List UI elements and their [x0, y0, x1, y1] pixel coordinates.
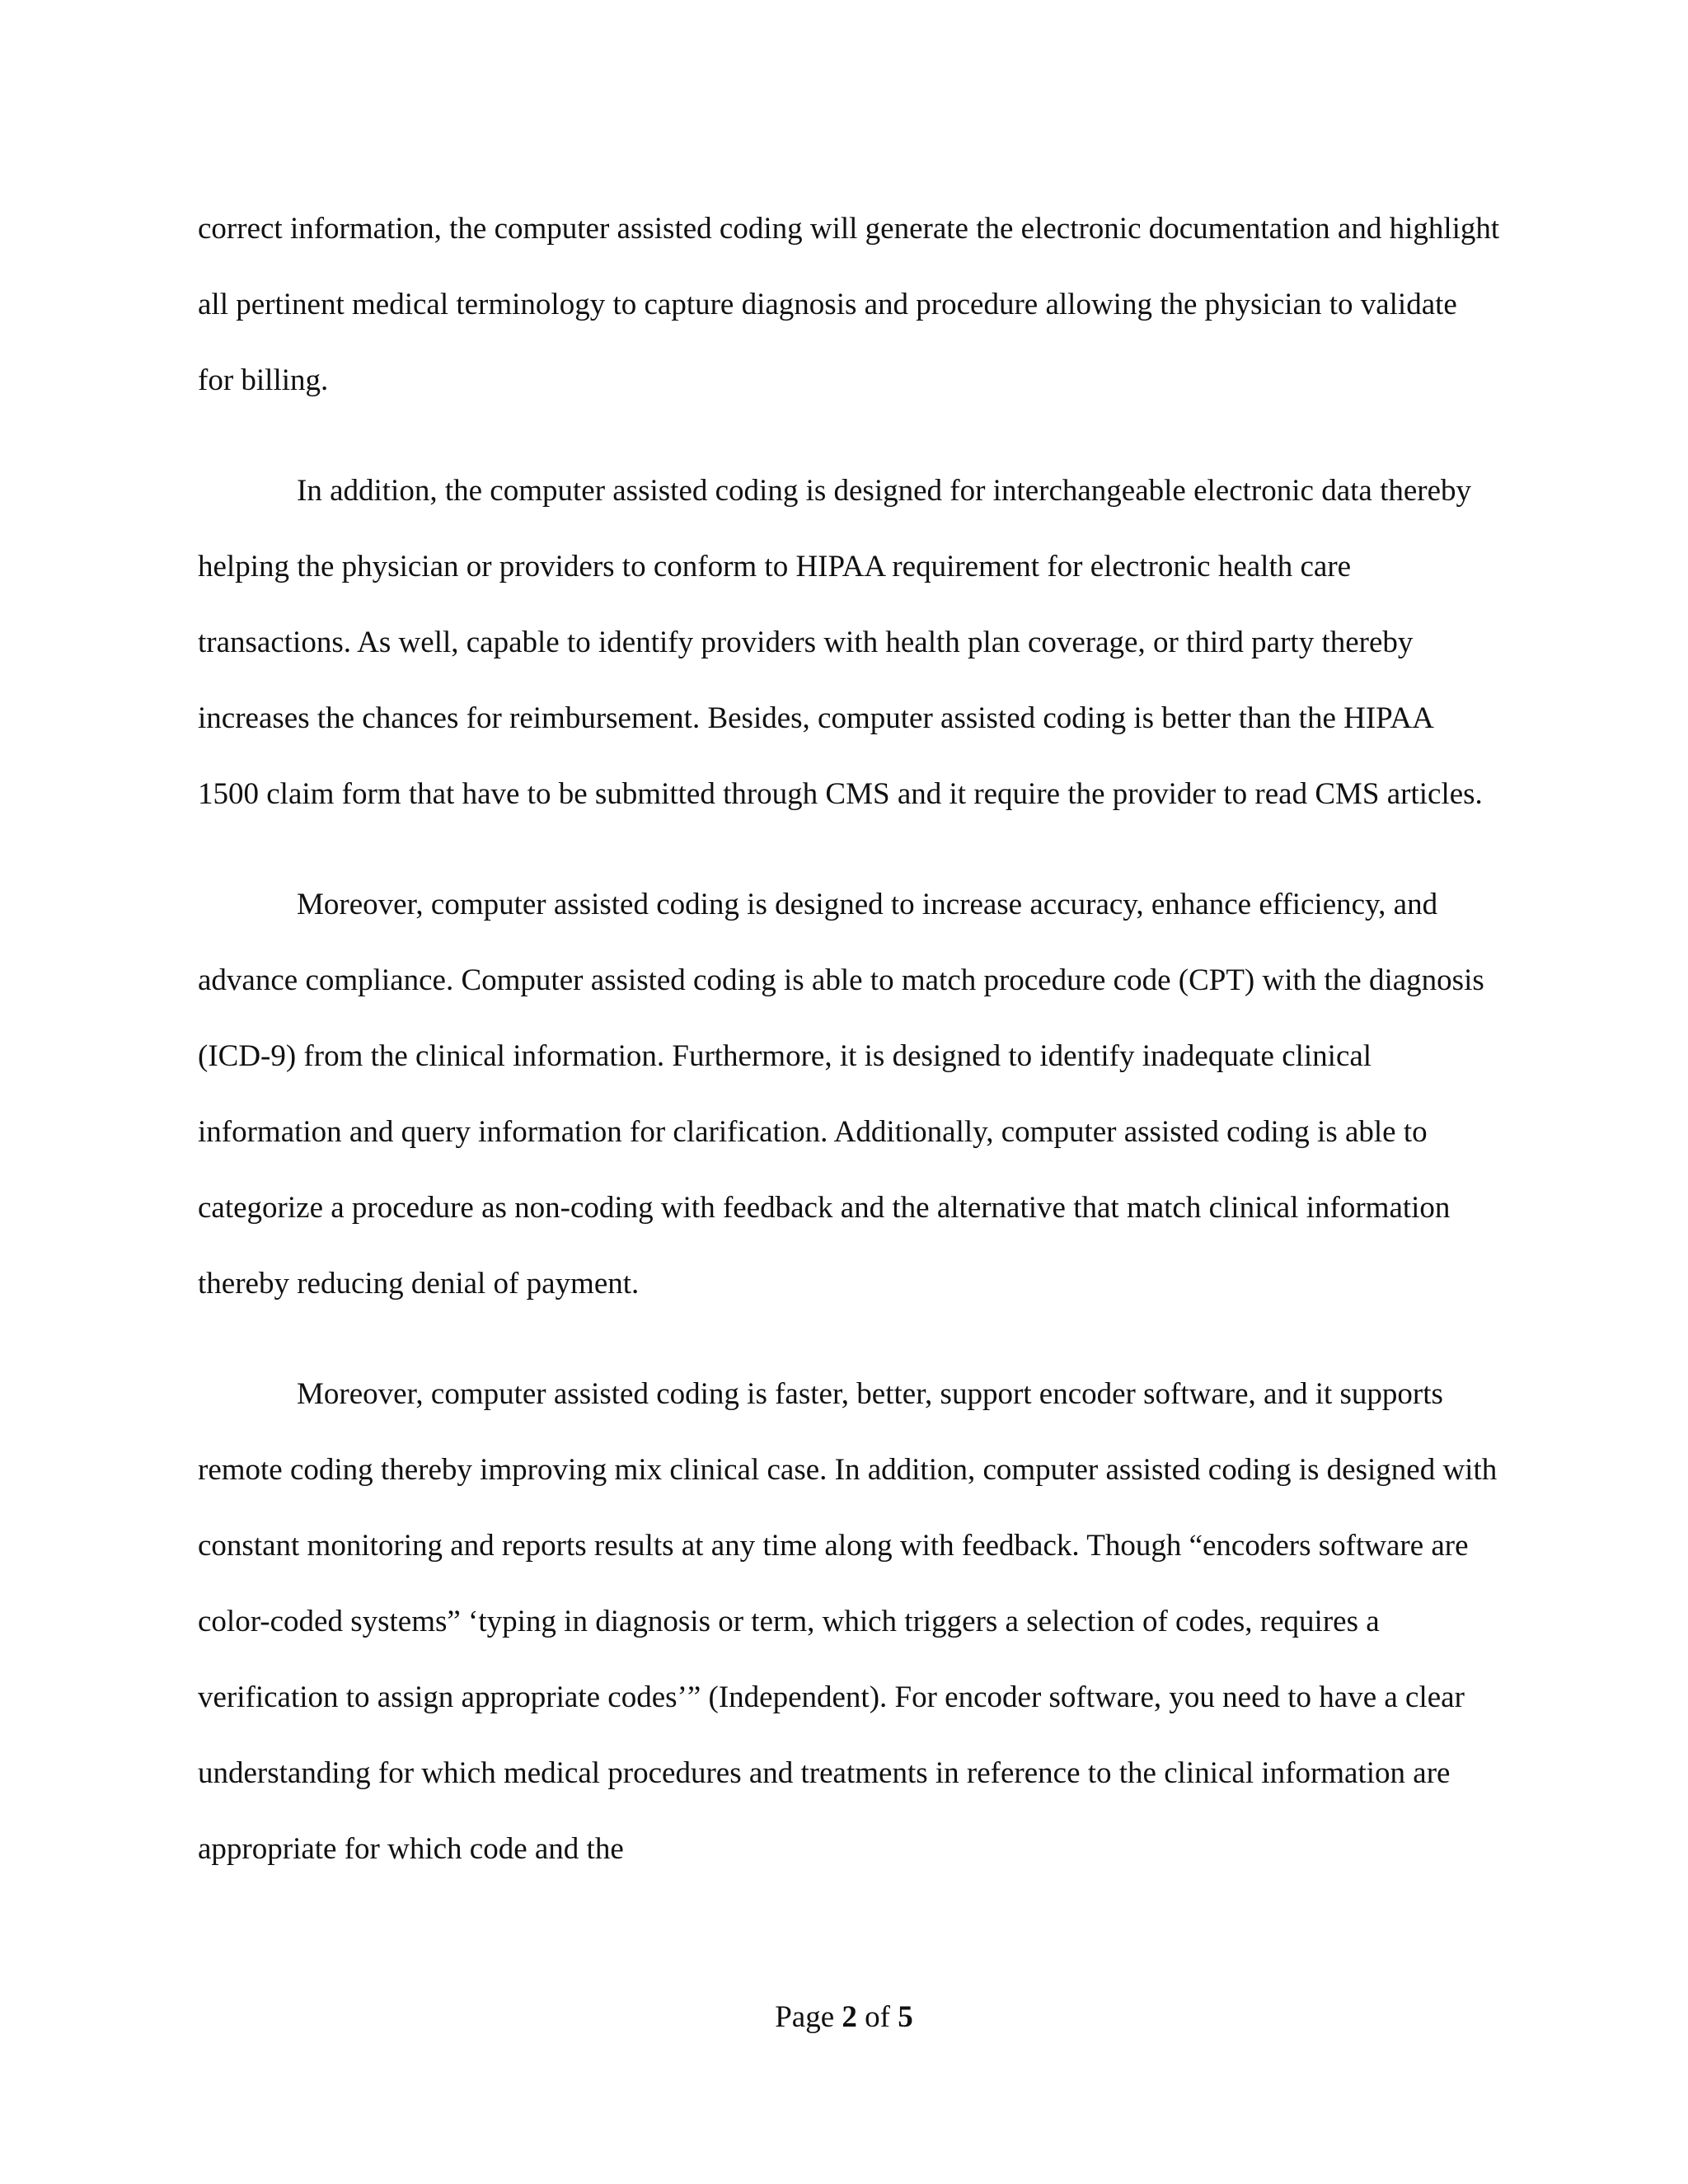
page-footer — [0, 1998, 1688, 2037]
paragraph-continuation: correct information, the computer assisted coding will generate the electronic documentation and highlight all pertinent medical terminology to capture diagnosis and procedure allowing the physician to validate for billing. — [198, 212, 1500, 397]
paragraph-hipaa: In addition, the computer assisted coding is designed for interchangeable electronic data thereby helping the physician or providers to conform to HIPAA requirement for electronic health care transactions. As well, capable to identify providers with health plan coverage, or third party thereby increases the chances for reimbursement. Besides, computer assisted coding is better than the HIPAA 1500 claim form that have to be submitted through CMS and it require the provider to read CMS articles. — [198, 474, 1483, 811]
current-page-number: 2 — [842, 2000, 857, 2034]
total-pages-number: 5 — [898, 2000, 913, 2034]
of-label: of — [865, 2000, 890, 2034]
page-label: Page — [775, 2000, 835, 2034]
paragraph-accuracy: Moreover, computer assisted coding is designed to increase accuracy, enhance efficiency, and advance compliance. Computer assisted coding is able to match procedure code (CPT) with the diagnosis (ICD-9) from the clinical information. Furthermore, it is designed to identify inadequate clinical information and query information for clarification. Additionally, computer assisted coding is able to categorize a procedure as non-coding with feedback and the alternative that match clinical information thereby reducing denial of payment. — [198, 888, 1484, 1301]
paragraph-encoder: Moreover, computer assisted coding is faster, better, support encoder software, and it supports remote coding thereby improving mix clinical case. In addition, computer assisted coding is designed with constant monitoring and reports results at any time along with feedback. Though “encoders software are color-coded systems” ‘typing in diagnosis or term, which triggers a selection of codes, requires a verification to assign appropriate codes’” (Independent). For encoder software, you need to have a clear understanding for which medical procedures and treatments in reference to the clinical information are appropriate for which code and the — [198, 1377, 1498, 1866]
body-text — [198, 191, 1500, 1887]
